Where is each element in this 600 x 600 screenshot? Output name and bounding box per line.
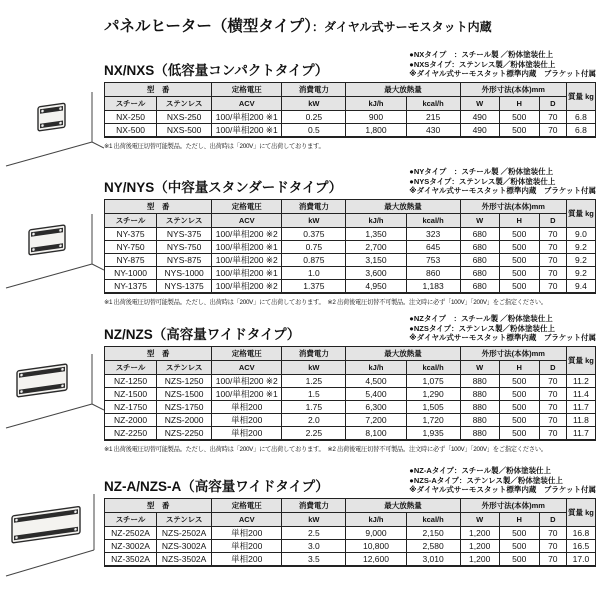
table-cell: 70	[539, 552, 566, 566]
table-row	[105, 539, 596, 552]
table-cell: NZ-3002A	[105, 539, 157, 552]
table-cell: 3,150	[346, 253, 406, 266]
table-cell: NX-500	[105, 123, 157, 137]
table-cell: NYS-375	[157, 227, 212, 240]
col-dims: 外形寸法(本体)mm	[460, 82, 566, 96]
table-cell: 680	[460, 253, 499, 266]
table-cell: 2,580	[406, 539, 460, 552]
table-cell: 4,500	[346, 374, 406, 387]
table-cell: 430	[406, 123, 460, 137]
col-kcalh: kcal/h	[406, 360, 460, 374]
table-row	[105, 400, 596, 413]
table-cell: 7,200	[346, 413, 406, 426]
table-cell: 100/単相200 ※1	[212, 266, 282, 279]
table-cell: NZS-2250	[157, 426, 212, 440]
col-h: H	[499, 360, 539, 374]
table-cell: 6,300	[346, 400, 406, 413]
table-cell: 0.875	[282, 253, 346, 266]
table-cell: 9.4	[566, 279, 595, 293]
table-cell: 1,200	[460, 552, 499, 566]
footnote: ※1 出荷後電圧切替可能製品。ただし、出荷時は「200V」にて出荷しております。	[104, 142, 325, 150]
table-cell: 0.375	[282, 227, 346, 240]
table-cell: 500	[499, 240, 539, 253]
table-cell: NY-1375	[105, 279, 157, 293]
table-cell: NXS-250	[157, 110, 212, 123]
col-power: 消費電力	[282, 199, 346, 213]
col-d: D	[539, 360, 566, 374]
table-body	[105, 227, 596, 293]
table-cell: 500	[499, 123, 539, 137]
table-cell: 500	[499, 279, 539, 293]
table-cell: 100/単相200 ※1	[212, 387, 282, 400]
table-cell: 1,350	[346, 227, 406, 240]
col-power: 消費電力	[282, 82, 346, 96]
table-cell: 6.8	[566, 110, 595, 123]
table-cell: 70	[539, 227, 566, 240]
col-steel: スチール	[105, 213, 157, 227]
note-line: ●NZタイプ ：スチール製 ／粉体塗装仕上	[409, 314, 553, 323]
table-row	[105, 266, 596, 279]
col-d: D	[539, 213, 566, 227]
note-line: ※ダイヤル式サーモスタット標準内蔵 ブラケット付属	[409, 333, 596, 342]
col-w: W	[460, 96, 499, 110]
table-cell: 2.25	[282, 426, 346, 440]
note-line: ※ダイヤル式サーモスタット標準内蔵 ブラケット付属	[409, 485, 596, 494]
col-weight: 質量 kg	[566, 199, 595, 227]
table-cell: 1,200	[460, 526, 499, 539]
col-stainless: ステンレス	[157, 360, 212, 374]
panel-heater-illustration-wide	[4, 352, 104, 432]
section-nz-nzs	[104, 314, 596, 453]
col-voltage-unit: ACV	[212, 512, 282, 526]
col-heat: 最大放熱量	[346, 199, 460, 213]
table-body	[105, 374, 596, 440]
table-cell: 880	[460, 400, 499, 413]
table-cell: NZS-2000	[157, 413, 212, 426]
col-heat: 最大放熱量	[346, 346, 460, 360]
section-notes	[409, 50, 596, 79]
table-cell: NZS-1250	[157, 374, 212, 387]
table-cell: 323	[406, 227, 460, 240]
table-row	[105, 552, 596, 566]
table-cell: NZS-2502A	[157, 526, 212, 539]
page-title-sub: ：ダイヤル式サーモスタット内蔵	[312, 20, 492, 34]
col-power: 消費電力	[282, 346, 346, 360]
col-model: 型 番	[105, 498, 212, 512]
table-cell: 500	[499, 539, 539, 552]
table-cell: NX-250	[105, 110, 157, 123]
table-cell: 0.75	[282, 240, 346, 253]
table-cell: 880	[460, 426, 499, 440]
table-row	[105, 413, 596, 426]
col-kjh: kJ/h	[346, 213, 406, 227]
col-w: W	[460, 512, 499, 526]
col-model: 型 番	[105, 199, 212, 213]
table-cell: 70	[539, 374, 566, 387]
table-row	[105, 279, 596, 293]
spec-table	[104, 498, 596, 567]
table-cell: 単相200	[212, 400, 282, 413]
note-line: ●NZSタイプ：ステンレス製／粉体塗装仕上	[409, 323, 556, 333]
table-cell: 1.5	[282, 387, 346, 400]
note-line: ●NXSタイプ：ステンレス製／粉体塗装仕上	[409, 59, 556, 69]
table-cell: 1,505	[406, 400, 460, 413]
table-cell: 880	[460, 387, 499, 400]
note-line: ●NYタイプ ：スチール製 ／粉体塗装仕上	[409, 167, 554, 176]
table-cell: 500	[499, 253, 539, 266]
table-cell: 70	[539, 123, 566, 137]
note-line: ※ダイヤル式サーモスタット標準内蔵 ブラケット付属	[409, 186, 596, 195]
table-cell: 100/単相200 ※2	[212, 279, 282, 293]
spec-table	[104, 82, 596, 138]
table-cell: 1,935	[406, 426, 460, 440]
table-cell: 9.2	[566, 253, 595, 266]
table-cell: 1,075	[406, 374, 460, 387]
table-row	[105, 110, 596, 123]
table-cell: 100/単相200 ※2	[212, 253, 282, 266]
col-weight: 質量 kg	[566, 82, 595, 110]
col-voltage: 定格電圧	[212, 498, 282, 512]
table-cell: 2.0	[282, 413, 346, 426]
table-cell: 9.0	[566, 227, 595, 240]
table-cell: 単相200	[212, 413, 282, 426]
table-cell: NZ-1500	[105, 387, 157, 400]
col-stainless: ステンレス	[157, 213, 212, 227]
table-cell: NZS-1500	[157, 387, 212, 400]
table-cell: 単相200	[212, 526, 282, 539]
table-cell: 1.75	[282, 400, 346, 413]
table-cell: 1.25	[282, 374, 346, 387]
table-cell: NZ-2250	[105, 426, 157, 440]
table-cell: NXS-500	[157, 123, 212, 137]
table-cell: 753	[406, 253, 460, 266]
table-cell: 11.4	[566, 387, 595, 400]
col-kjh: kJ/h	[346, 96, 406, 110]
col-power-unit: kW	[282, 360, 346, 374]
col-dims: 外形寸法(本体)mm	[460, 346, 566, 360]
col-heat: 最大放熱量	[346, 498, 460, 512]
table-cell: 860	[406, 266, 460, 279]
table-cell: 2,700	[346, 240, 406, 253]
table-cell: 100/単相200 ※2	[212, 227, 282, 240]
table-cell: 880	[460, 374, 499, 387]
section-nx-nxs	[104, 50, 596, 150]
table-cell: 11.7	[566, 426, 595, 440]
table-cell: 1,183	[406, 279, 460, 293]
table-cell: 70	[539, 526, 566, 539]
col-steel: スチール	[105, 512, 157, 526]
table-cell: 6.8	[566, 123, 595, 137]
note-line: ※ダイヤル式サーモスタット標準内蔵 ブラケット付属	[409, 69, 596, 78]
table-cell: 500	[499, 387, 539, 400]
col-w: W	[460, 360, 499, 374]
page-title	[104, 14, 492, 36]
note-line: ●NYSタイプ：ステンレス製／粉体塗装仕上	[409, 176, 556, 186]
note-line: ●NXタイプ ：スチール製 ／粉体塗装仕上	[409, 50, 554, 59]
col-d: D	[539, 96, 566, 110]
table-cell: 9.2	[566, 266, 595, 279]
table-cell: 3.5	[282, 552, 346, 566]
note-line: ●NZS-Aタイプ：ステンレス製／粉体塗装仕上	[409, 475, 563, 485]
section-title: NY/NYS（中容量スタンダードタイプ）	[104, 179, 343, 195]
section-notes	[409, 167, 596, 196]
table-row	[105, 123, 596, 137]
table-cell: 645	[406, 240, 460, 253]
col-power-unit: kW	[282, 213, 346, 227]
table-cell: NY-1000	[105, 266, 157, 279]
col-kcalh: kcal/h	[406, 213, 460, 227]
section-title: NX/NXS（低容量コンパクトタイプ）	[104, 62, 329, 78]
table-row	[105, 526, 596, 539]
table-cell: 1,290	[406, 387, 460, 400]
table-cell: 490	[460, 123, 499, 137]
table-cell: 70	[539, 539, 566, 552]
table-row	[105, 374, 596, 387]
table-cell: 70	[539, 279, 566, 293]
table-cell: 16.8	[566, 526, 595, 539]
table-row	[105, 227, 596, 240]
table-cell: 70	[539, 266, 566, 279]
table-cell: 900	[346, 110, 406, 123]
col-voltage-unit: ACV	[212, 360, 282, 374]
table-cell: 100/単相200 ※1	[212, 123, 282, 137]
table-cell: 1.0	[282, 266, 346, 279]
table-cell: 500	[499, 552, 539, 566]
table-cell: NYS-1000	[157, 266, 212, 279]
col-kjh: kJ/h	[346, 360, 406, 374]
col-w: W	[460, 213, 499, 227]
table-cell: NYS-1375	[157, 279, 212, 293]
table-cell: 10,800	[346, 539, 406, 552]
table-cell: 70	[539, 240, 566, 253]
table-cell: 2.5	[282, 526, 346, 539]
col-voltage: 定格電圧	[212, 346, 282, 360]
table-cell: 500	[499, 413, 539, 426]
table-cell: 9,000	[346, 526, 406, 539]
table-cell: 0.5	[282, 123, 346, 137]
table-cell: 500	[499, 110, 539, 123]
col-dims: 外形寸法(本体)mm	[460, 498, 566, 512]
note-line: ●NZ-Aタイプ：スチール製／粉体塗装仕上	[409, 466, 552, 475]
table-cell: 70	[539, 253, 566, 266]
spec-table	[104, 346, 596, 441]
section-nza-nzsa	[104, 466, 596, 567]
table-cell: 70	[539, 400, 566, 413]
table-cell: 4,950	[346, 279, 406, 293]
table-cell: NY-750	[105, 240, 157, 253]
col-kcalh: kcal/h	[406, 96, 460, 110]
table-cell: 680	[460, 240, 499, 253]
table-cell: 500	[499, 400, 539, 413]
table-cell: 3,600	[346, 266, 406, 279]
table-row	[105, 253, 596, 266]
table-row	[105, 426, 596, 440]
table-cell: 100/単相200 ※1	[212, 110, 282, 123]
table-cell: 1.375	[282, 279, 346, 293]
table-cell: 500	[499, 266, 539, 279]
table-cell: NY-375	[105, 227, 157, 240]
section-title: NZ/NZS（高容量ワイドタイプ）	[104, 326, 301, 342]
table-cell: 100/単相200 ※1	[212, 240, 282, 253]
col-model: 型 番	[105, 82, 212, 96]
table-cell: 215	[406, 110, 460, 123]
table-cell: 100/単相200 ※2	[212, 374, 282, 387]
table-cell: 3.0	[282, 539, 346, 552]
table-body	[105, 526, 596, 566]
panel-heater-illustration-standard	[4, 212, 104, 292]
table-cell: 8,100	[346, 426, 406, 440]
col-kcalh: kcal/h	[406, 512, 460, 526]
section-notes	[409, 466, 596, 495]
section-title: NZ-A/NZS-A（高容量ワイドタイプ）	[104, 478, 329, 494]
page-title-main: パネルヒーター（横型タイプ）	[104, 18, 313, 35]
table-cell: 500	[499, 227, 539, 240]
table-cell: 11.2	[566, 374, 595, 387]
col-stainless: ステンレス	[157, 512, 212, 526]
section-ny-nys	[104, 167, 596, 306]
table-cell: 11.8	[566, 413, 595, 426]
table-cell: 70	[539, 413, 566, 426]
table-cell: 0.25	[282, 110, 346, 123]
table-cell: 9.2	[566, 240, 595, 253]
col-heat: 最大放熱量	[346, 82, 460, 96]
table-cell: 1,800	[346, 123, 406, 137]
table-cell: NZS-1750	[157, 400, 212, 413]
table-cell: 70	[539, 426, 566, 440]
table-cell: 680	[460, 279, 499, 293]
col-voltage-unit: ACV	[212, 213, 282, 227]
section-notes	[409, 314, 596, 343]
col-power: 消費電力	[282, 498, 346, 512]
col-d: D	[539, 512, 566, 526]
table-cell: 2,150	[406, 526, 460, 539]
table-row	[105, 240, 596, 253]
col-h: H	[499, 213, 539, 227]
col-steel: スチール	[105, 96, 157, 110]
table-cell: 単相200	[212, 426, 282, 440]
table-cell: NZS-3002A	[157, 539, 212, 552]
table-cell: 680	[460, 266, 499, 279]
col-voltage-unit: ACV	[212, 96, 282, 110]
col-power-unit: kW	[282, 512, 346, 526]
table-cell: 単相200	[212, 552, 282, 566]
table-cell: 880	[460, 413, 499, 426]
table-cell: 11.7	[566, 400, 595, 413]
table-cell: 500	[499, 426, 539, 440]
table-cell: 3,010	[406, 552, 460, 566]
col-power-unit: kW	[282, 96, 346, 110]
table-cell: 680	[460, 227, 499, 240]
col-dims: 外形寸法(本体)mm	[460, 199, 566, 213]
spec-table	[104, 199, 596, 294]
table-cell: 500	[499, 374, 539, 387]
table-cell: NY-875	[105, 253, 157, 266]
col-steel: スチール	[105, 360, 157, 374]
col-voltage: 定格電圧	[212, 82, 282, 96]
table-cell: 5,400	[346, 387, 406, 400]
table-cell: NZ-3502A	[105, 552, 157, 566]
footnote: ※1 出荷後電圧切替可能製品。ただし、出荷時は「200V」にて出荷しております。 ※2 出荷後電圧切替不可製品。注文時に必ず「100V」「200V」をご指定ください。	[104, 298, 547, 306]
footnote: ※1 出荷後電圧切替可能製品。ただし、出荷時は「200V」にて出荷しております。 ※2 出荷後電圧切替不可製品。注文時に必ず「100V」「200V」をご指定ください。	[104, 445, 547, 453]
col-stainless: ステンレス	[157, 96, 212, 110]
panel-heater-illustration-compact	[4, 90, 104, 170]
table-cell: 70	[539, 387, 566, 400]
table-cell: 70	[539, 110, 566, 123]
table-cell: 16.5	[566, 539, 595, 552]
col-h: H	[499, 96, 539, 110]
table-cell: 1,200	[460, 539, 499, 552]
table-cell: NZ-1250	[105, 374, 157, 387]
table-cell: 1,720	[406, 413, 460, 426]
col-weight: 質量 kg	[566, 346, 595, 374]
table-cell: 17.0	[566, 552, 595, 566]
table-cell: 500	[499, 526, 539, 539]
table-cell: 490	[460, 110, 499, 123]
table-body	[105, 110, 596, 137]
table-cell: 12,600	[346, 552, 406, 566]
col-voltage: 定格電圧	[212, 199, 282, 213]
table-cell: NYS-875	[157, 253, 212, 266]
table-row	[105, 387, 596, 400]
col-weight: 質量 kg	[566, 498, 595, 526]
table-cell: NZ-2502A	[105, 526, 157, 539]
table-cell: 単相200	[212, 539, 282, 552]
table-cell: NZ-2000	[105, 413, 157, 426]
panel-heater-illustration-wide-a	[4, 492, 104, 580]
col-model: 型 番	[105, 346, 212, 360]
table-cell: NZS-3502A	[157, 552, 212, 566]
table-cell: NYS-750	[157, 240, 212, 253]
col-h: H	[499, 512, 539, 526]
table-cell: NZ-1750	[105, 400, 157, 413]
col-kjh: kJ/h	[346, 512, 406, 526]
